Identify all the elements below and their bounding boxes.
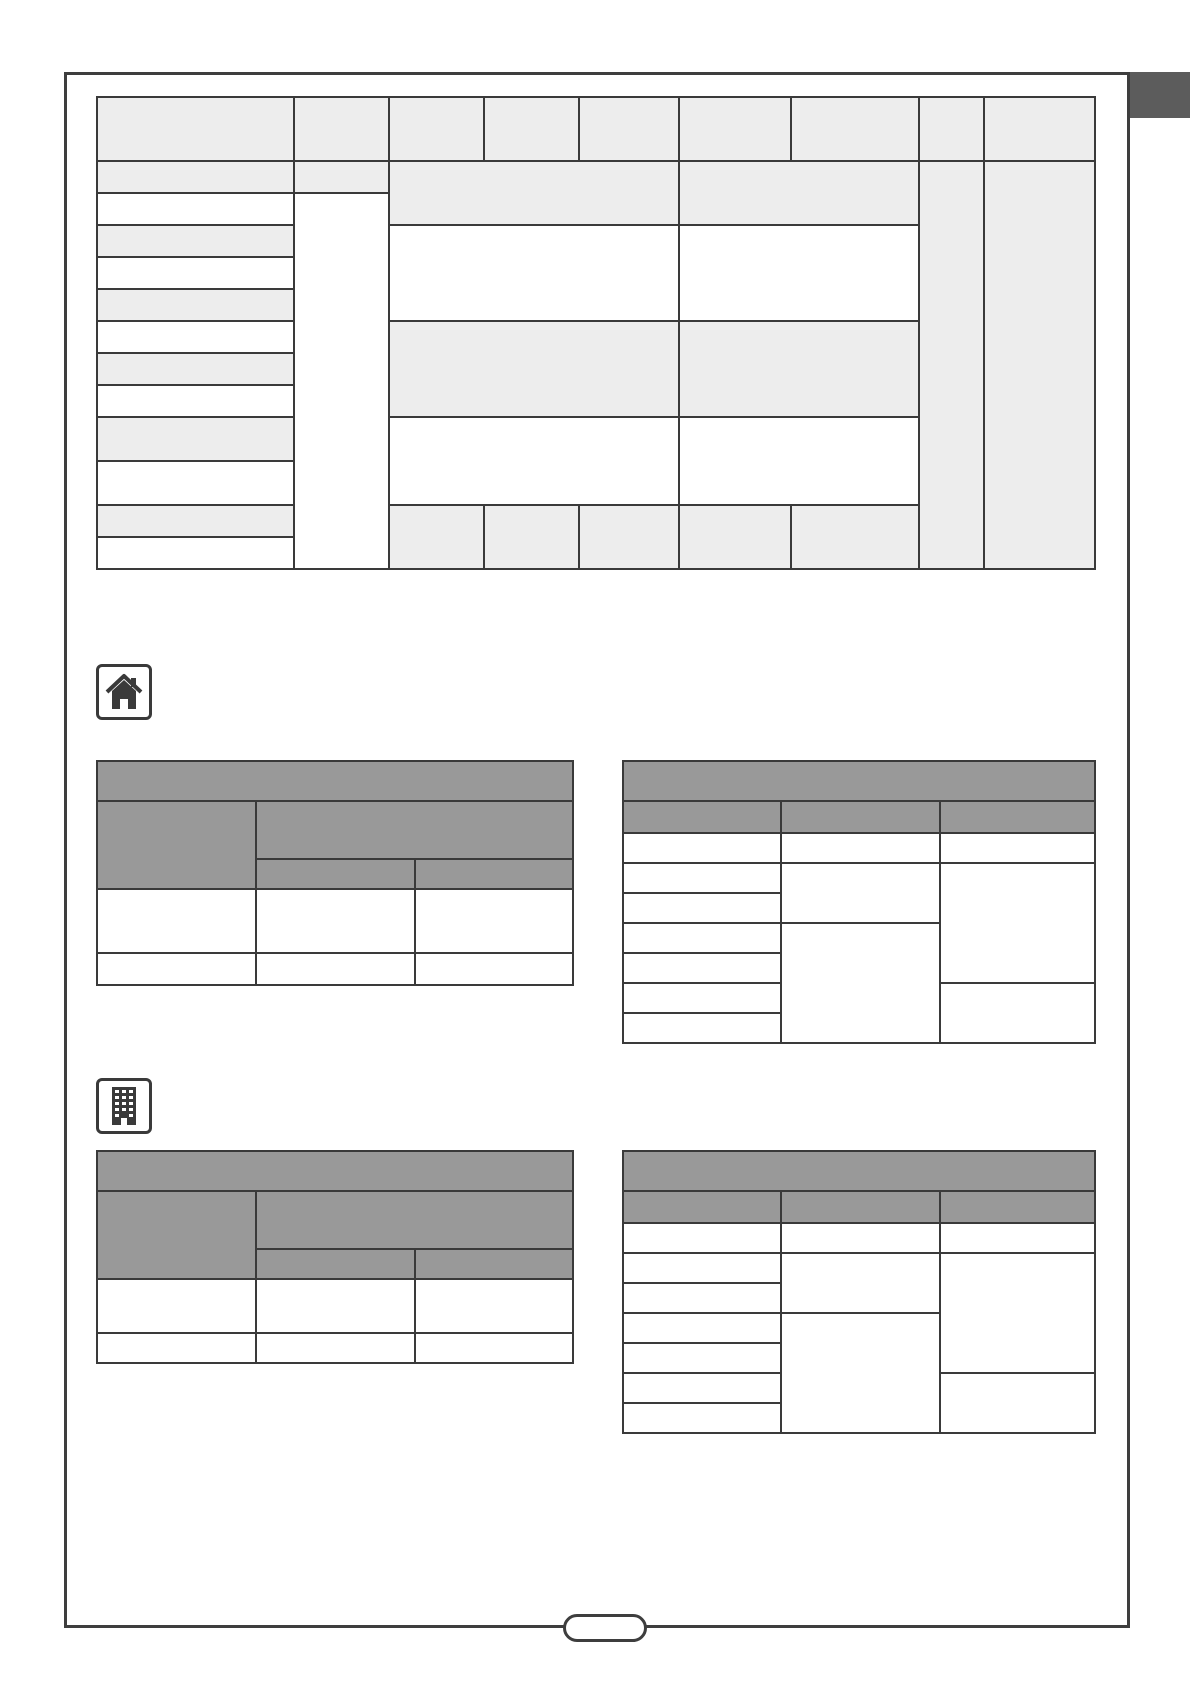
spec-row-label	[293, 160, 390, 194]
table-header-cell	[780, 800, 941, 834]
table-cell	[622, 1222, 782, 1254]
spec-cell	[388, 160, 680, 226]
table-cell	[622, 1372, 782, 1404]
table-header-cell	[780, 1190, 941, 1224]
table-cell	[622, 862, 782, 894]
spec-header-cell	[918, 96, 985, 162]
table-merged-cell	[780, 922, 941, 1044]
table-merged-cell	[939, 1252, 1096, 1374]
table-title-bar	[622, 1150, 1096, 1192]
table-title-bar	[96, 760, 574, 802]
page-number-pill	[563, 1614, 647, 1642]
spec-row-label	[96, 460, 295, 506]
section-side-tab	[1130, 72, 1190, 118]
table-cell	[780, 1222, 941, 1254]
table-header-cell	[622, 800, 782, 834]
house-icon	[96, 664, 152, 720]
table-cell	[622, 1312, 782, 1344]
spec-header-cell	[483, 96, 580, 162]
spec-cell	[678, 416, 920, 506]
spec-row-label	[96, 256, 295, 290]
table-header-cell	[414, 858, 574, 890]
table-cell	[622, 1342, 782, 1374]
table-title-bar	[96, 1150, 574, 1192]
spec-cell	[483, 504, 580, 570]
table-cell	[939, 832, 1096, 864]
table-cell	[414, 1278, 574, 1334]
spec-header-cell	[678, 96, 792, 162]
table-cell	[255, 1278, 416, 1334]
table-header-cell	[939, 800, 1096, 834]
table-merged-cell	[939, 1372, 1096, 1434]
spec-cell	[678, 504, 792, 570]
table-cell	[414, 952, 574, 986]
spec-cell	[388, 504, 485, 570]
spec-header-cell	[293, 96, 390, 162]
spec-header-cell	[578, 96, 680, 162]
table-header-cell	[255, 858, 416, 890]
spec-cell	[388, 320, 680, 418]
spec-merged-cell	[918, 160, 985, 570]
table-cell	[96, 1332, 257, 1364]
spec-row-label	[96, 320, 295, 354]
spec-cell	[790, 504, 920, 570]
spec-row-label	[96, 416, 295, 462]
spec-merged-cell	[293, 192, 390, 570]
table-cell	[622, 892, 782, 924]
table-header-cell	[939, 1190, 1096, 1224]
table-merged-cell	[780, 1312, 941, 1434]
table-cell	[255, 1332, 416, 1364]
table-cell	[622, 832, 782, 864]
table-merged-cell	[780, 1252, 941, 1314]
table-cell	[622, 982, 782, 1014]
table-cell	[96, 1278, 257, 1334]
spec-cell	[578, 504, 680, 570]
table-cell	[622, 1402, 782, 1434]
table-header-cell	[255, 1248, 416, 1280]
table-header-cell	[414, 1248, 574, 1280]
spec-cell	[678, 224, 920, 322]
spec-row-label	[96, 288, 295, 322]
spec-header-cell	[983, 96, 1096, 162]
table-title-bar	[622, 760, 1096, 802]
spec-merged-cell	[983, 160, 1096, 570]
table-cell	[255, 888, 416, 954]
table-cell	[622, 952, 782, 984]
spec-row-label	[96, 504, 295, 538]
spec-row-label	[96, 192, 295, 226]
table-cell	[622, 1282, 782, 1314]
table-cell	[622, 1012, 782, 1044]
table-merged-cell	[780, 862, 941, 924]
table-merged-cell	[939, 982, 1096, 1044]
table-header-cell	[622, 1190, 782, 1224]
table-cell	[414, 888, 574, 954]
spec-cell	[388, 224, 680, 322]
spec-header-cell	[790, 96, 920, 162]
table-cell	[96, 952, 257, 986]
table-header-cell	[255, 800, 574, 860]
table-cell	[96, 888, 257, 954]
spec-row-label	[96, 352, 295, 386]
table-merged-cell	[939, 862, 1096, 984]
spec-cell	[388, 416, 680, 506]
table-cell	[939, 1222, 1096, 1254]
table-cell	[780, 832, 941, 864]
spec-header-cell	[96, 96, 295, 162]
table-cell	[255, 952, 416, 986]
spec-row-label	[96, 224, 295, 258]
table-cell	[414, 1332, 574, 1364]
spec-row-label	[96, 384, 295, 418]
table-cell	[622, 1252, 782, 1284]
table-header-cell	[96, 1190, 257, 1280]
spec-header-cell	[388, 96, 485, 162]
spec-cell	[678, 320, 920, 418]
table-cell	[622, 922, 782, 954]
table-header-cell	[255, 1190, 574, 1250]
spec-row-label	[96, 160, 295, 194]
table-header-cell	[96, 800, 257, 890]
spec-row-label	[96, 536, 295, 570]
spec-cell	[678, 160, 920, 226]
building-icon	[96, 1078, 152, 1134]
